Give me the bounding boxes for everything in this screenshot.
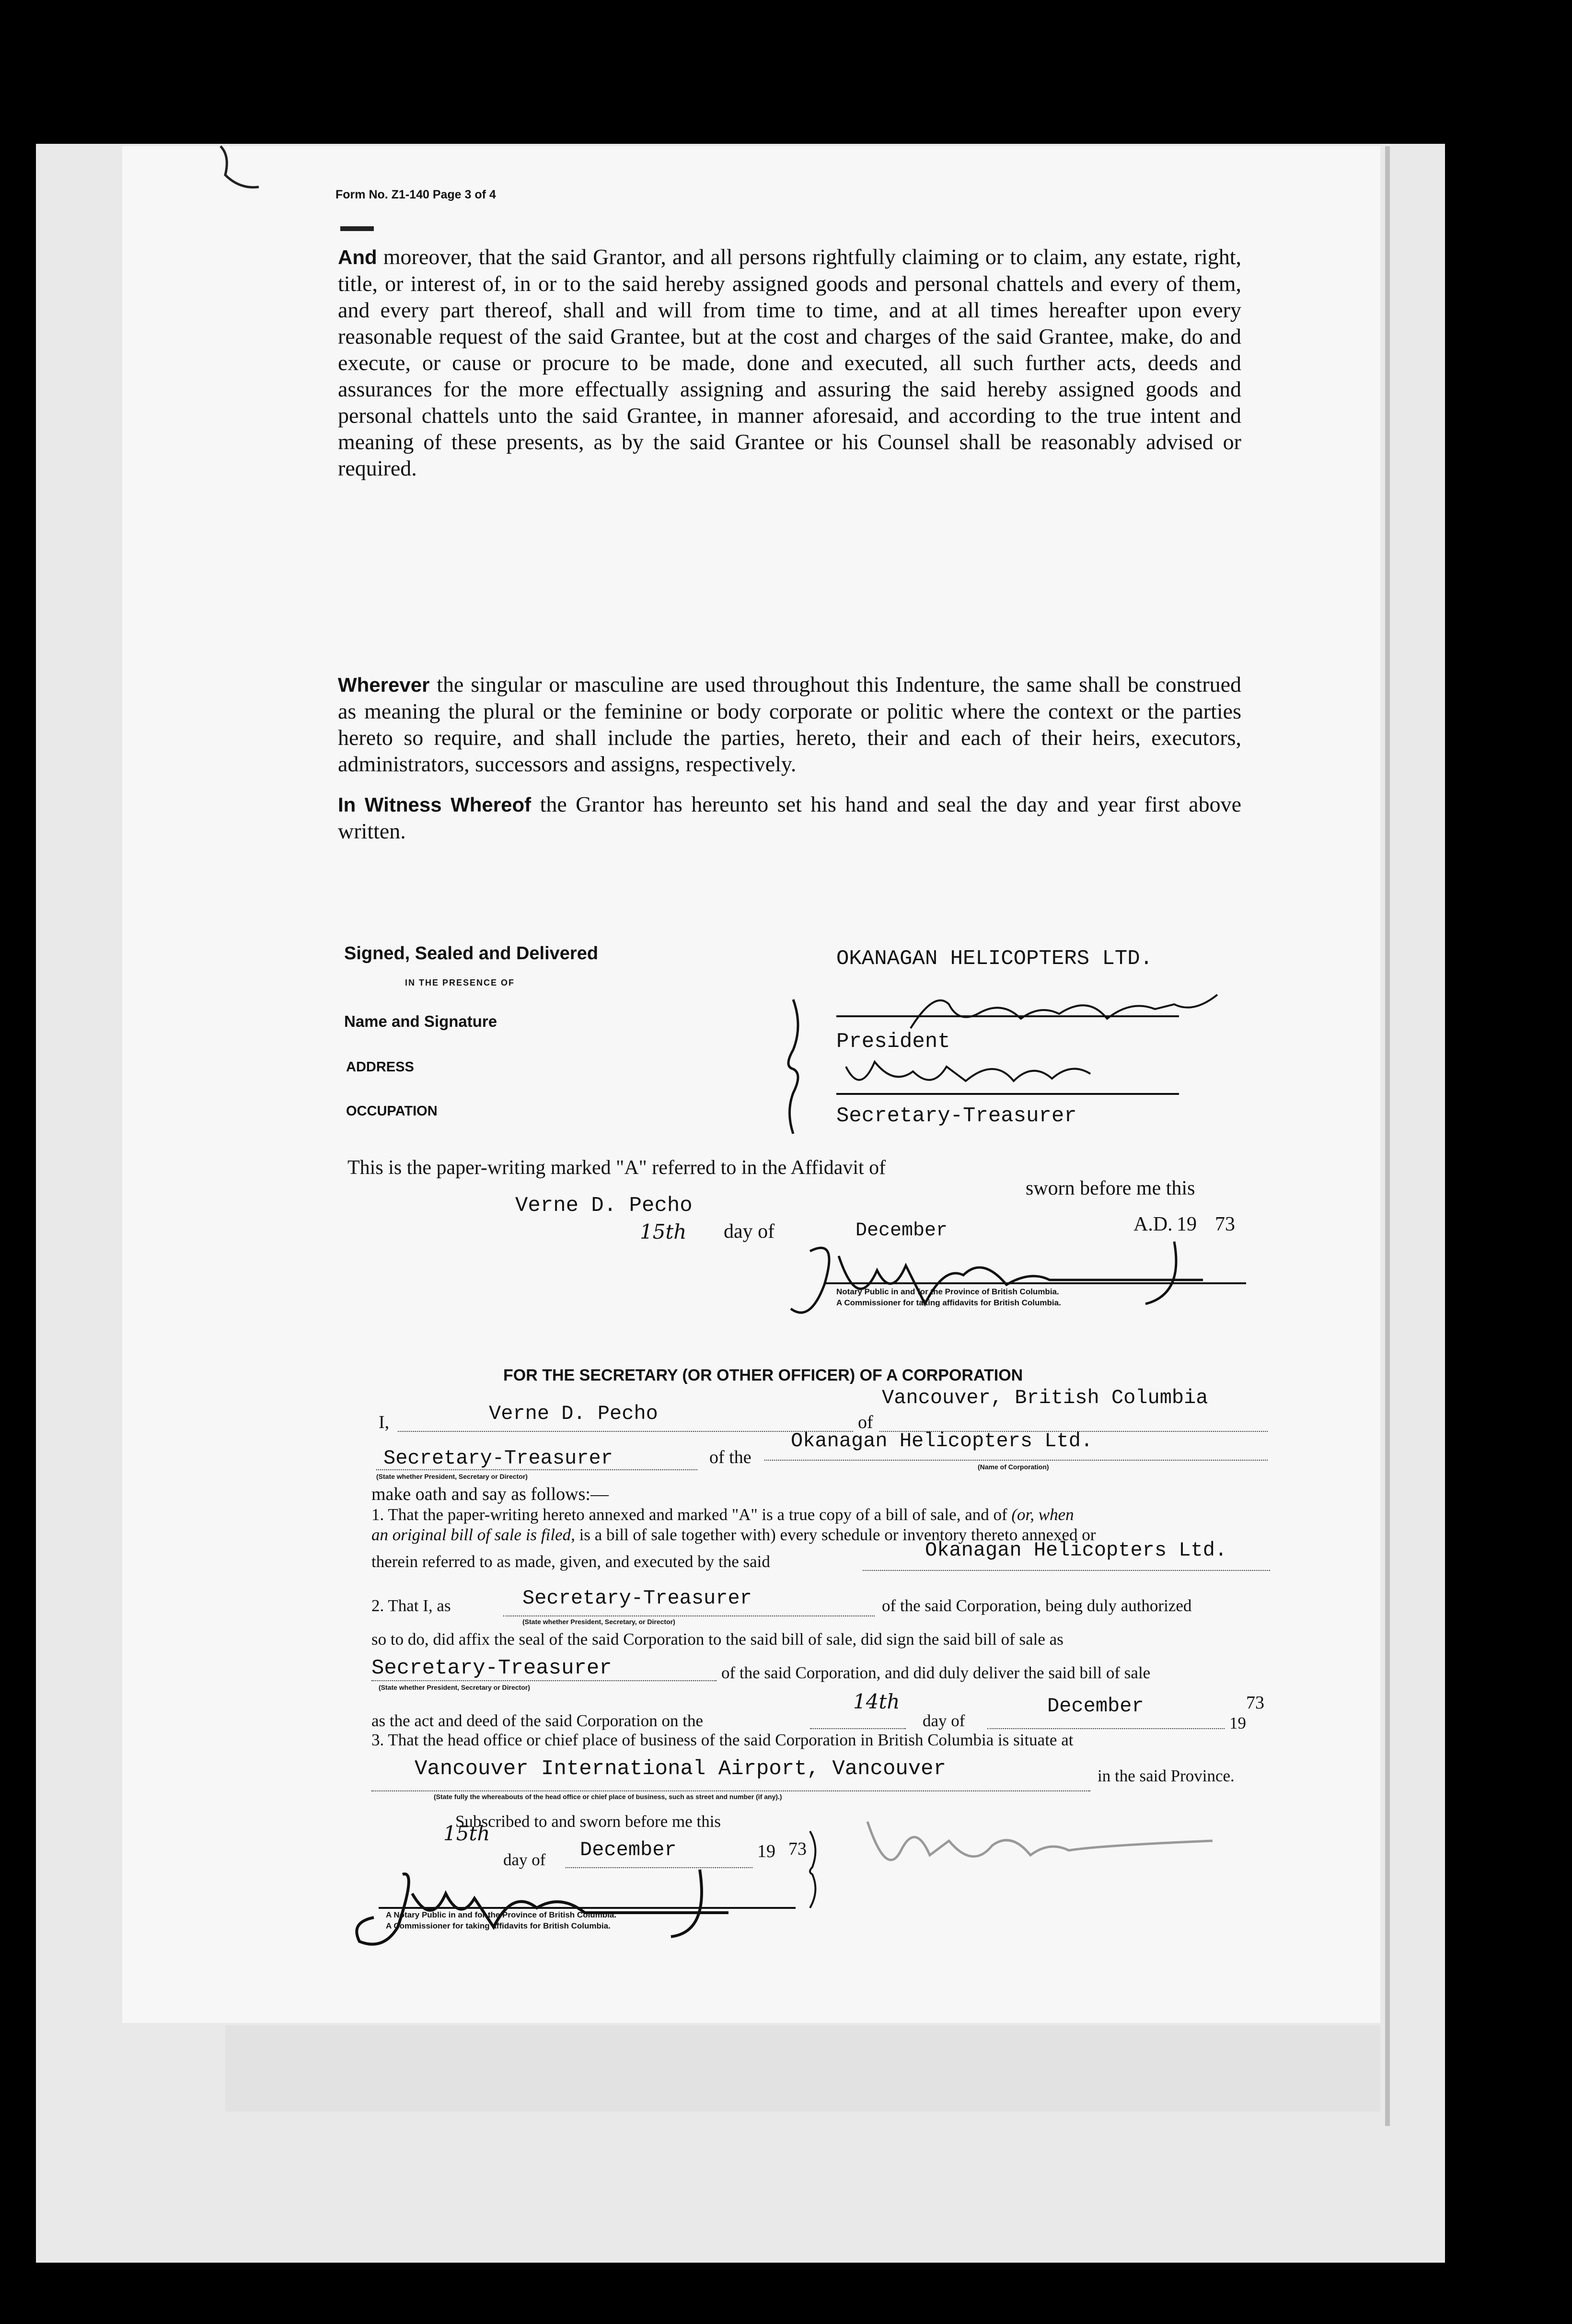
aff-item1-italic2: an original bill of sale is filed,: [371, 1525, 575, 1544]
aff-item3b: in the said Province.: [1098, 1766, 1235, 1785]
aff-corporation: Okanagan Helicopters Ltd.: [791, 1429, 1093, 1452]
exhibit-notary2: A Commissioner for taking affidavits for British Columbia.: [836, 1298, 1061, 1307]
notary-line: [824, 1282, 1246, 1284]
item2-pos2-line: [371, 1680, 717, 1681]
president-signature: [906, 985, 1232, 1038]
aff-item2-month: December: [1047, 1695, 1144, 1718]
aff-notary1: A Notary Public in and for the Province of British Columbia.: [386, 1910, 617, 1919]
aff-hint-position: (State whether President, Secretary or Director): [376, 1473, 528, 1480]
exhibit-month: December: [855, 1220, 948, 1242]
company-name: OKANAGAN HELICOPTERS LTD.: [836, 947, 1153, 971]
aff-item2b: of the said Corporation, being duly authorized: [882, 1596, 1192, 1615]
aff-subscribed: Subscribed to and sworn before me this: [455, 1812, 721, 1831]
paragraph-wherever: [338, 671, 1241, 777]
president-title: President: [836, 1030, 950, 1054]
aff-hint-position3: (State whether President, Secretary or Director): [379, 1684, 530, 1691]
deponent-signature: [858, 1812, 1222, 1889]
secretary-title: Secretary-Treasurer: [836, 1104, 1077, 1128]
para3-lead: In Witness Whereof: [338, 793, 532, 816]
para2-text: the singular or masculine are used throughout this Indenture, the same shall be construed as meaning the plural or the feminine or body corporate or politic where the context or the parties hereto so require, and shall include the parties, hereto, their and each of their heirs, executors, administrators, successors and assigns, respectively.: [338, 672, 1241, 776]
aff-of-the: of the: [709, 1447, 751, 1467]
affidavit-notary-line: [379, 1907, 796, 1909]
bullet-mark: [340, 226, 374, 231]
presence-subtitle: IN THE PRESENCE OF: [405, 978, 515, 988]
president-line: [836, 1015, 1179, 1017]
aff-item1b-text: is a bill of sale together with) every schedule or inventory thereto annexed or: [579, 1525, 1096, 1544]
aff-item2d: of the said Corporation, and did duly deliver the said bill of sale: [721, 1663, 1151, 1682]
aff-item1c: therein referred to as made, given, and executed by the said: [371, 1552, 770, 1571]
aff-item2-yearprefix: 19: [1229, 1714, 1246, 1732]
aff-item2c: so to do, did affix the seal of the said Corporation to the said bill of sale, did sign the said bill of sale as: [371, 1630, 1063, 1649]
aff-place: Vancouver, British Columbia: [882, 1386, 1208, 1409]
aff-item1-corp: Okanagan Helicopters Ltd.: [925, 1539, 1227, 1562]
address-label: ADDRESS: [346, 1059, 414, 1075]
aff-name: Verne D. Pecho: [489, 1402, 658, 1425]
aff-item1a-text: 1. That the paper-writing hereto annexed and marked "A" is a true copy of a bill of sale, and of: [371, 1505, 1007, 1524]
affidavit-notary-signature: [345, 1855, 796, 1956]
item1-corp-line: [863, 1570, 1270, 1571]
corporation-line: [764, 1460, 1268, 1461]
brace-icon: [779, 997, 808, 1136]
aff-sub-yearprefix: 19: [757, 1841, 775, 1861]
aff-hint-addr: (State fully the whereabouts of the head office or chief place of business, such as street and number (if any).): [434, 1793, 782, 1801]
para1-lead: And: [338, 246, 377, 268]
aff-item2-dayof: day of: [923, 1711, 965, 1730]
exhibit-name: Verne D. Pecho: [515, 1194, 693, 1218]
aff-item2e: as the act and deed of the said Corporation on the: [371, 1711, 704, 1730]
item3-addr-line: [371, 1790, 1090, 1791]
exhibit-day-of: day of: [724, 1220, 775, 1243]
form-number: Form No. Z1-140 Page 3 of 4: [335, 188, 496, 201]
aff-i: I,: [379, 1412, 390, 1432]
aff-item2-year: 73: [1246, 1693, 1264, 1713]
backing-sheet: [225, 2025, 1380, 2112]
secretary-line: [836, 1093, 1179, 1095]
aff-position: Secretary-Treasurer: [383, 1447, 613, 1470]
signed-sealed-title: Signed, Sealed and Delivered: [344, 943, 599, 964]
exhibit-line1: This is the paper-writing marked "A" referred to in the Affidavit of: [347, 1157, 886, 1179]
aff-sub-day: 15th: [443, 1822, 490, 1845]
item2-pos-line: [503, 1615, 875, 1616]
aff-item3-addr: Vancouver International Airport, Vancouver: [415, 1757, 946, 1781]
page-edge: [1385, 146, 1390, 2126]
exhibit-ad: A.D.: [1133, 1213, 1173, 1235]
aff-oath: make oath and say as follows:—: [371, 1484, 609, 1504]
item2-day-line: [810, 1728, 906, 1729]
exhibit-year-prefix: 19: [1177, 1213, 1197, 1235]
aff-item2-day: 14th: [853, 1690, 900, 1713]
aff-sub-dayof: day of: [503, 1850, 546, 1869]
aff-hint-corporation: (Name of Corporation): [978, 1463, 1049, 1471]
aff-item2a: 2. That I, as: [371, 1596, 451, 1615]
aff-sub-month: December: [580, 1838, 677, 1861]
exhibit-sworn: sworn before me this: [1026, 1177, 1195, 1199]
position-line: [376, 1469, 697, 1470]
paragraph-in-witness: [338, 791, 1241, 844]
occupation-label: OCCUPATION: [346, 1104, 438, 1119]
scan-mark: [211, 141, 268, 199]
affidavit-heading: FOR THE SECRETARY (OR OTHER OFFICER) OF A CORPORATION: [503, 1366, 1023, 1384]
para3-text: the Grantor has hereunto set his hand and seal the day and year first above written.: [338, 792, 1242, 843]
aff-item1-italic1: (or, when: [1011, 1505, 1074, 1524]
aff-of: of: [858, 1412, 873, 1432]
name-line: [398, 1431, 853, 1432]
name-signature-label: Name and Signature: [344, 1012, 497, 1030]
exhibit-year: 73: [1215, 1213, 1235, 1235]
aff-item2-pos: Secretary-Treasurer: [522, 1587, 752, 1610]
exhibit-notary1: Notary Public in and for the Province of British Columbia.: [836, 1287, 1059, 1296]
aff-hint-position2: (State whether President, Secretary, or Director): [522, 1618, 675, 1626]
aff-item2-pos2: Secretary-Treasurer: [371, 1656, 612, 1680]
small-brace-icon: [800, 1829, 829, 1910]
para2-lead: Wherever: [338, 674, 430, 696]
paragraph-further-assurance: [338, 244, 1241, 481]
aff-item3a: 3. That the head office or chief place of business of the said Corporation in British Columbia is situate at: [371, 1731, 1074, 1749]
exhibit-day: 15th: [640, 1220, 687, 1243]
aff-notary2: A Commissioner for taking affidavits for British Columbia.: [386, 1921, 611, 1930]
para1-text: moreover, that the said Grantor, and all persons rightfully claiming or to claim, any estate, right, title, or interest of, in or to the said hereby assigned goods and personal chattels and every of them, and every part thereof, shall and will from time to time, and at all times hereafter upon every reasonable request of the said Grantee, but at the cost and charges of the said Grantee, make, do and execute, or cause or procure to be made, done and executed, all such further acts, deeds and assurances for the more effectually assigning and assuring the said hereby assigned goods and personal chattels unto the said Grantee, in manner aforesaid, and according to the true intent and meaning of these presents, as by the said Grantee or his Counsel shall be reasonably advised or required.: [338, 244, 1242, 480]
aff-sub-year: 73: [788, 1839, 807, 1859]
aff-item1a: [371, 1505, 1074, 1524]
item2-month-line: [987, 1728, 1225, 1729]
